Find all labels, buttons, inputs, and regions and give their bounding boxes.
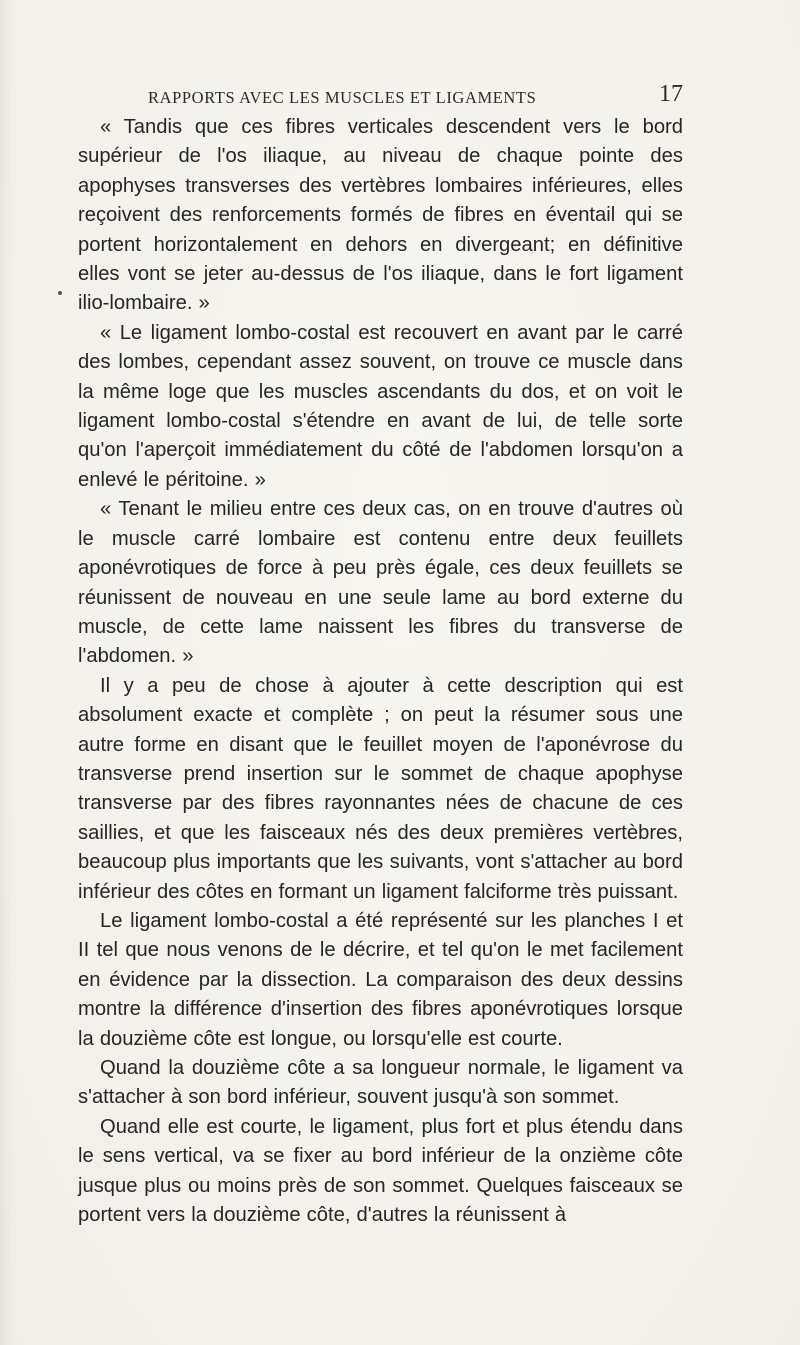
paragraph-2: « Le ligament lombo-costal est recouvert en avant par le carré des lombes, cependant assez souvent, on trouve ce muscle dans la même loge que les muscles ascendants du dos, et on voit le ligament lombo-costal s'étendre en avant de lui, de telle sorte qu'on l'aperçoit immédiatement du côté de l'abdomen lorsqu'on a enlevé le péritoine. » <box>78 321 683 491</box>
paragraph-1: « Tandis que ces fibres verticales descendent vers le bord supérieur de l'os iliaque, au niveau de chaque pointe des apophyses transverses des vertèbres lombaires inférieures, elles reçoivent des renforcements formés de fibres en éventail qui se portent horizontalement en dehors en divergeant; en définitive elles vont se jeter au-dessus de l'os iliaque, dans le fort ligament ilio-lombaire. » <box>78 116 683 315</box>
paragraph-5: Le ligament lombo-costal a été représenté sur les planches I et II tel que nous venons de le décrire, et tel qu'on le met facilement en évidence par la dissection. La comparaison des deux dessins montre la différence d'insertion des fibres aponévrotiques lorsque la douzième côte est longue, ou lorsqu'elle est courte. <box>78 909 683 1050</box>
paragraph-3: « Tenant le milieu entre ces deux cas, on en trouve d'autres où le muscle carré lombaire est contenu entre deux feuillets aponévrotiques de force à peu près égale, ces deux feuillets se réunissent de nouveau en une seule lame au bord externe du muscle, de cette lame naissent les fibres du transverse de l'abdomen. » <box>78 498 683 668</box>
paragraph-6: Quand la douzième côte a sa longueur normale, le ligament va s'attacher à son bord inférieur, souvent jusqu'à son sommet. <box>78 1057 683 1109</box>
page-edge-shadow <box>0 0 12 1345</box>
page-number: 17 <box>659 81 683 107</box>
body-text <box>78 113 683 1230</box>
paragraph-4: Il y a peu de chose à ajouter à cette description qui est absolument exacte et complète ; on peut la résumer sous une autre forme en disant que le feuillet moyen de l'aponévrose du transverse prend insertion sur le sommet de chaque apophyse transverse par des fibres rayonnantes nées de chacune de ces saillies, et que les faisceaux nés des deux premières vertèbres, beaucoup plus importants que les suivants, vont s'attacher au bord inférieur des côtes en formant un ligament falciforme très puissant. <box>78 674 683 903</box>
running-title: RAPPORTS AVEC LES MUSCLES ET LIGAMENTS <box>148 88 537 107</box>
paragraph-7: Quand elle est courte, le ligament, plus fort et plus étendu dans le sens vertical, va se fixer au bord inférieur de la onzième côte jusque plus ou moins près de son sommet. Quelques faisceaux se portent vers la douzième côte, d'autres la réunissent à <box>78 1115 683 1227</box>
running-head <box>80 81 683 110</box>
margin-mark <box>58 291 62 295</box>
